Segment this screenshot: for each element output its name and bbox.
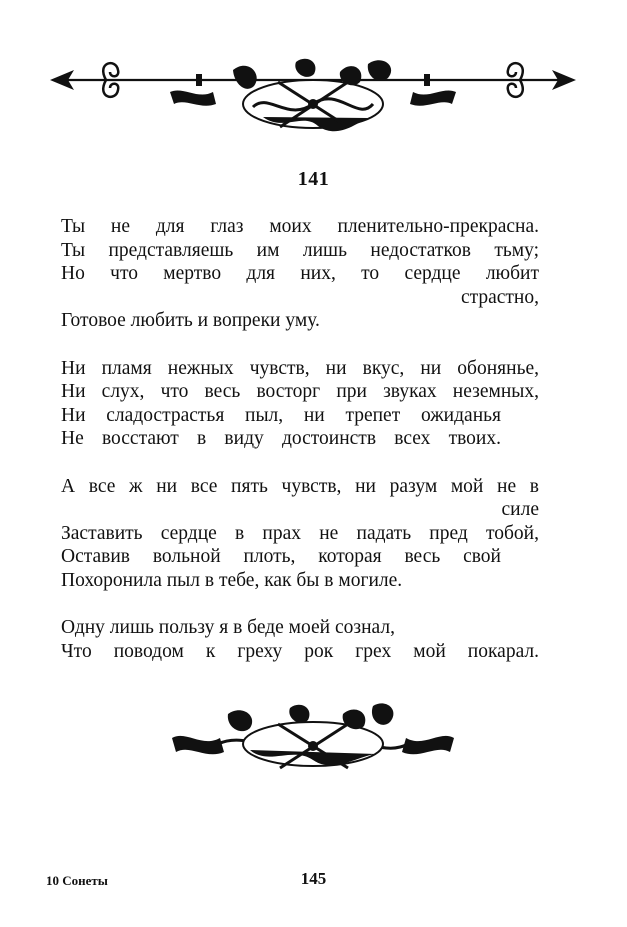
stanza-gap [61,451,539,475]
stanza-gap [61,333,539,357]
poem-line: Не восстают в виду достоинств всех твоих. [61,428,501,449]
poem-line: Ты представляешь им лишь недостатков тьму; [61,239,539,261]
sonnet-number: 141 [297,168,330,190]
poem-line: Оставив вольной плоть, которая весь свой [61,546,501,567]
poem-line: Похоронила пыл в тебе, как бы в могиле. [61,569,403,591]
poem-line: Но что мертво для них, то сердце любит [61,263,539,284]
poem-line: А все ж ни все пять чувств, ни разум мой не в [61,475,539,497]
poem-line: страстно, [460,286,539,308]
poem-line: Ни пламя нежных чувств, ни вкус, ни обонянье, [61,357,539,379]
top-ornament [48,52,578,142]
poem-line: Ты не для глаз моих пленительно-прекрасна. [61,216,539,237]
page-number: 145 [300,869,327,888]
poem-line: Ни слух, что весь восторг при звуках неземных, [61,381,539,402]
poem-line: Что поводом к греху рок грех мой покарал. [61,640,539,662]
poem-text [61,215,539,663]
poem-line: Ни сладострастья пыл, ни трепет ожиданья [61,404,501,426]
poem-line: Заставить сердце в прах не падать пред тобой, [61,522,539,544]
stanza-gap [61,592,539,616]
poem-line: Готовое любить и вопреки уму. [61,310,320,331]
poem-line: Одну лишь пользу я в беде моей сознал, [61,617,395,638]
footer-signature: 10 Сонеты [46,873,108,888]
bottom-ornament [168,700,458,782]
poem-line: силе [501,499,539,520]
